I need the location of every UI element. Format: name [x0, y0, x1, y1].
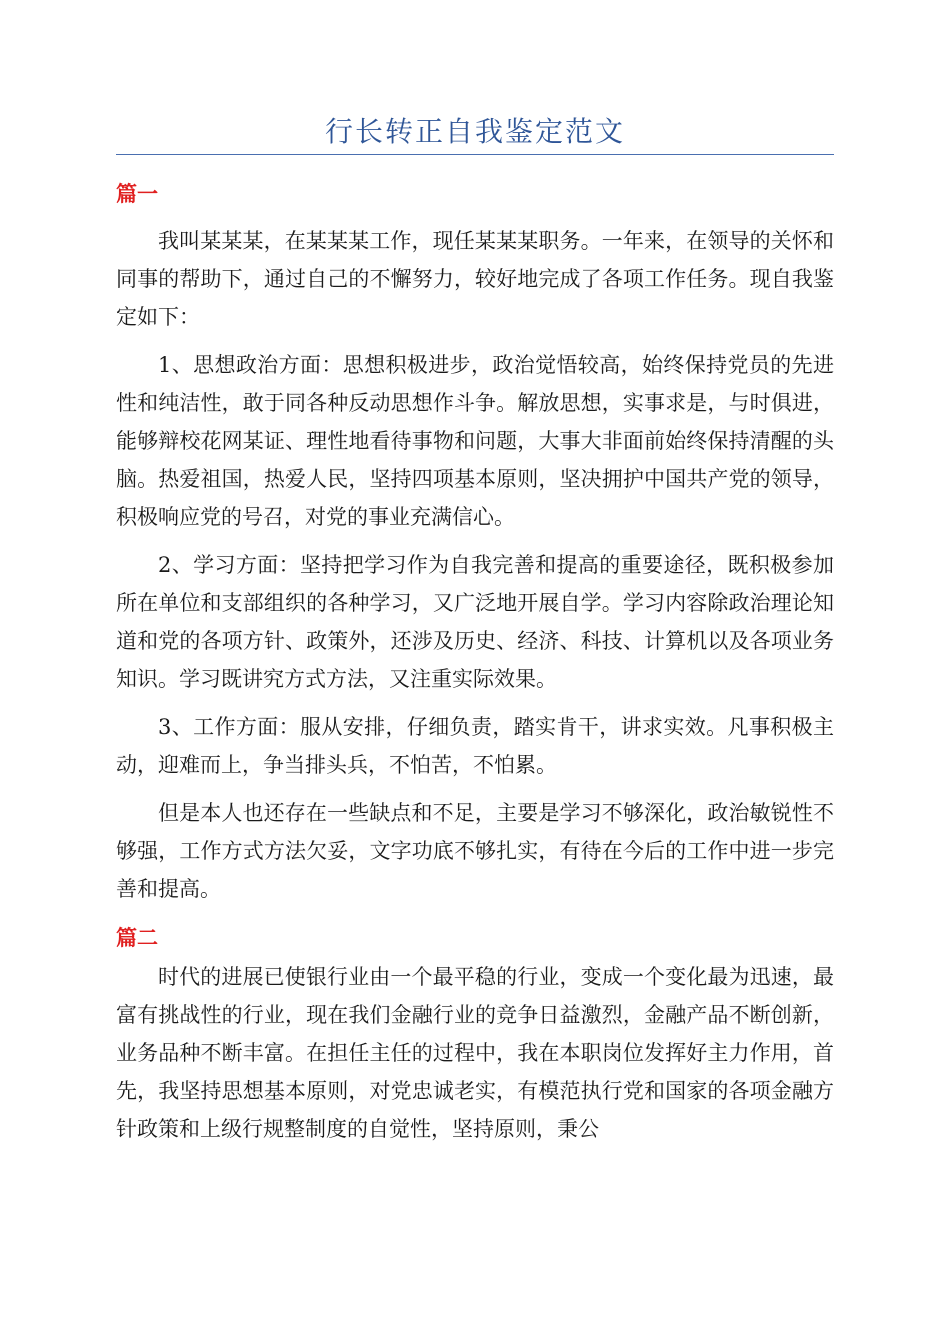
title-underline	[116, 154, 834, 155]
paragraph: 但是本人也还存在一些缺点和不足，主要是学习不够深化，政治敏锐性不够强，工作方式方法欠妥，文字功底不够扎实，有待在今后的工作中进一步完善和提高。	[116, 801, 834, 901]
paragraph: 2、学习方面：坚持把学习作为自我完善和提高的重要途径，既积极参加所在单位和支部组织的各种学习，又广泛地开展自学。学习内容除政治理论知道和党的各项方针、政策外，还涉及历史、经济、科技、计算机以及各项业务知识。学习既讲究方式方法，又注重实际效果。	[116, 553, 834, 691]
document-title: 行长转正自我鉴定范文	[324, 115, 625, 148]
document-body	[116, 174, 834, 1158]
section-one	[116, 174, 834, 908]
section-two	[116, 918, 834, 1148]
section-heading: 篇一	[116, 182, 158, 206]
paragraph: 时代的进展已使银行业由一个最平稳的行业，变成一个变化最为迅速，最富有挑战性的行业，现在我们金融行业的竞争日益激烈，金融产品不断创新，业务品种不断丰富。在担任主任的过程中，我在本职岗位发挥好主力作用，首先，我坚持思想基本原则，对党忠诚老实，有模范执行党和国家的各项金融方针政策和上级行规整制度的自觉性，坚持原则，秉公	[116, 965, 834, 1141]
paragraph: 3、工作方面：服从安排，仔细负责，踏实肯干，讲求实效。凡事积极主动，迎难而上，争当排头兵，不怕苦，不怕累。	[116, 715, 834, 777]
section-heading: 篇二	[116, 926, 158, 950]
paragraph: 1、思想政治方面：思想积极进步，政治觉悟较高，始终保持党员的先进性和纯洁性，敢于同各种反动思想作斗争。解放思想，实事求是，与时俱进，能够辩校花网某证、理性地看待事物和问题，大事大非面前始终保持清醒的头脑。热爱祖国，热爱人民，坚持四项基本原则，坚决拥护中国共产党的领导，积极响应党的号召，对党的事业充满信心。	[116, 353, 834, 529]
paragraph: 我叫某某某，在某某某工作，现任某某某职务。一年来，在领导的关怀和同事的帮助下，通过自己的不懈努力，较好地完成了各项工作任务。现自我鉴定如下：	[116, 229, 834, 329]
